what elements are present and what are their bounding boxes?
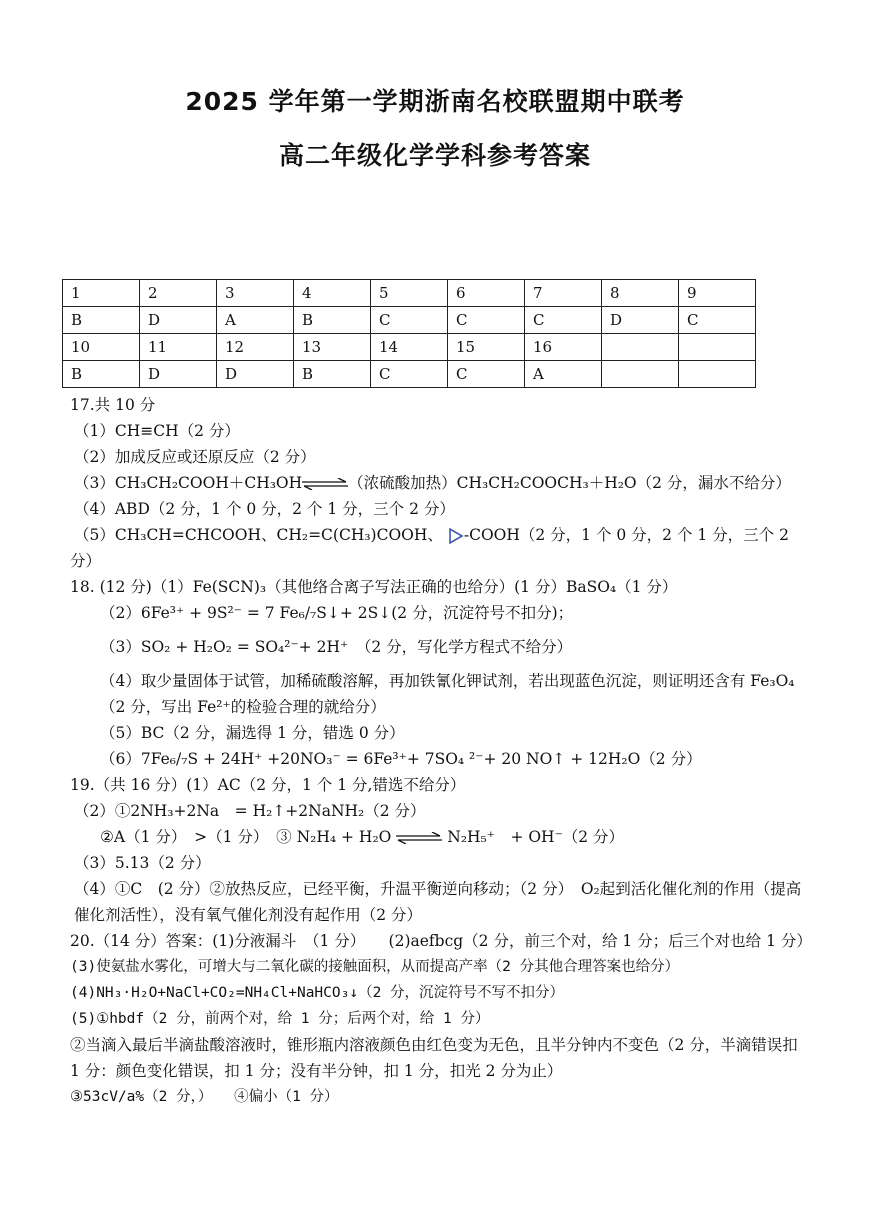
answer-table-cell: C [679, 307, 756, 334]
q17-heading: 17.共 10 分 [70, 396, 156, 414]
answer-table-cell: A [525, 361, 602, 388]
answer-table-cell: 9 [679, 280, 756, 307]
answer-table-cell: C [371, 307, 448, 334]
q19-part2-cont-left: ②A（1 分） >（1 分） ③ N₂H₄ + H₂O [100, 828, 392, 846]
q19-part4: （4）①C (2 分）②放热反应，已经平衡，升温平衡逆向移动；（2 分） O₂起到活化催化剂的作用（提高催化剂活性），没有氧气催化剂没有起作用（2 分） [74, 880, 802, 924]
answer-table-row [63, 307, 756, 334]
answer-table-cell: B [63, 361, 140, 388]
q20-part5-2: ②当滴入最后半滴盐酸溶液时，锥形瓶内溶液颜色由红色变为无色，且半分钟内不变色（2 分，半滴错误扣 1 分：颜色变化错误，扣 1 分；没有半分钟，扣 1 分，扣光 2 分为止） [70, 1036, 798, 1080]
q20-part3: (3)使氨盐水雾化，可增大与二氧化碳的接触面积，从而提高产率（2 分其他合理答案也给分） [70, 959, 680, 975]
answer-table-cell: D [140, 307, 217, 334]
answer-table-cell: D [140, 361, 217, 388]
q19-part2-cont-right: N₂H₅⁺ + OH⁻（2 分） [447, 828, 625, 846]
q17-part2: （2）加成反应或还原反应（2 分） [74, 448, 316, 466]
q18-part1: 18. (12 分)（1）Fe(SCN)₃（其他络合离子写法正确的也给分）(1 分）BaSO₄（1 分） [70, 578, 678, 596]
answer-table-row [63, 280, 756, 307]
answer-table-cell: 2 [140, 280, 217, 307]
answer-table-cell [679, 361, 756, 388]
q18-part6: （6）7Fe₆/₇S + 24H⁺ +20NO₃⁻ = 6Fe³⁺+ 7SO₄ ²⁻+ 20 NO↑ + 12H₂O（2 分） [100, 750, 702, 768]
q18-part2: （2）6Fe³⁺ + 9S²⁻ = 7 Fe₆/₇S↓+ 2S↓(2 分，沉淀符号不扣分)； [100, 604, 574, 622]
answer-table-cell [602, 334, 679, 361]
equilibrium-arrow-icon [396, 832, 442, 844]
answer-table-cell: C [448, 307, 525, 334]
q20-part1: 20.（14 分）答案：(1)分液漏斗 （1 分） (2)aefbcg（2 分，前三个对，给 1 分；后三个对也给 1 分） [70, 932, 812, 950]
answer-table-row [63, 334, 756, 361]
equilibrium-arrow-icon [302, 478, 348, 490]
q20-part5-1: (5)①hbdf（2 分，前两个对，给 1 分；后两个对，给 1 分） [70, 1011, 490, 1027]
answer-table-cell: 7 [525, 280, 602, 307]
document-subtitle: 高二年级化学学科参考答案 [278, 141, 591, 170]
q19-part1: 19.（共 16 分）(1）AC（2 分，1 个 1 分,错选不给分） [70, 776, 466, 794]
answer-table [62, 279, 756, 388]
answer-table-cell: C [371, 361, 448, 388]
answer-table-cell: 16 [525, 334, 602, 361]
q20-part4: (4)NH₃·H₂O+NaCl+CO₂=NH₄Cl+NaHCO₃↓（2 分，沉淀符号不写不扣分） [70, 985, 565, 1001]
answer-table-cell: 5 [371, 280, 448, 307]
answer-table-cell: D [602, 307, 679, 334]
answer-table-cell: 13 [294, 334, 371, 361]
answer-table-cell: 15 [448, 334, 525, 361]
answer-table-cell: 1 [63, 280, 140, 307]
q17-part5-tail: -COOH（2 分，1 个 0 分，2 个 1 分，三个 2 [463, 526, 789, 544]
q17-part1: （1）CH≡CH（2 分） [74, 422, 240, 440]
answer-table-cell: 8 [602, 280, 679, 307]
answer-table-cell: B [294, 361, 371, 388]
q18-part4 [70, 668, 805, 720]
answer-table-cell: 6 [448, 280, 525, 307]
cyclopropyl-icon [448, 527, 464, 545]
q18-part4-text: （4）取少量固体于试管，加稀硫酸溶解，再加铁氰化钾试剂，若出现蓝色沉淀，则证明还含有 Fe₃O₄（2 分，写出 Fe²⁺的检验合理的就给分） [100, 672, 795, 716]
q18-part3: （3）SO₂ + H₂O₂ = SO₄²⁻+ 2H⁺ （2 分，写化学方程式不给分） [100, 638, 573, 656]
q19-part3: （3）5.13（2 分） [74, 854, 211, 872]
answer-table-cell [602, 361, 679, 388]
q17-part4: （4）ABD（2 分，1 个 0 分，2 个 1 分，三个 2 分） [74, 500, 455, 518]
answer-table-cell: 11 [140, 334, 217, 361]
answer-table-cell: 14 [371, 334, 448, 361]
answer-table-cell: 12 [217, 334, 294, 361]
answer-content [70, 392, 812, 1110]
q17-part5 [70, 522, 805, 548]
q18-part5: （5）BC（2 分，漏选得 1 分，错选 0 分） [100, 724, 405, 742]
q19-part2: （2）①2NH₃+2Na = H₂↑+2NaNH₂（2 分） [74, 802, 426, 820]
answer-table-cell: C [448, 361, 525, 388]
q17-part3 [70, 470, 805, 496]
answer-table-cell: 3 [217, 280, 294, 307]
answer-table-cell: 4 [294, 280, 371, 307]
answer-table-cell [679, 334, 756, 361]
answer-table-cell: C [525, 307, 602, 334]
q17-part5-text: （5）CH₃CH=CHCOOH、CH₂=C(CH₃)COOH、 [74, 526, 443, 544]
q17-part5-cont: 分） [70, 552, 102, 570]
q20-part5-3: ③53cV/a%（2 分，） ④偏小（1 分） [70, 1089, 339, 1105]
answer-table-cell: B [294, 307, 371, 334]
q17-part3-products: （浓硫酸加热）CH₃CH₂COOCH₃＋H₂O（2 分，漏水不给分） [348, 474, 791, 492]
answer-table-cell: 10 [63, 334, 140, 361]
q19-part2-cont [70, 824, 805, 850]
answer-table-cell: B [63, 307, 140, 334]
document-title: 2025 学年第一学期浙南名校联盟期中联考 [185, 87, 685, 116]
answer-table-row [63, 361, 756, 388]
answer-table-cell: D [217, 361, 294, 388]
q17-part3-reactants: （3）CH₃CH₂COOH＋CH₃OH [74, 474, 303, 492]
answer-table-cell: A [217, 307, 294, 334]
